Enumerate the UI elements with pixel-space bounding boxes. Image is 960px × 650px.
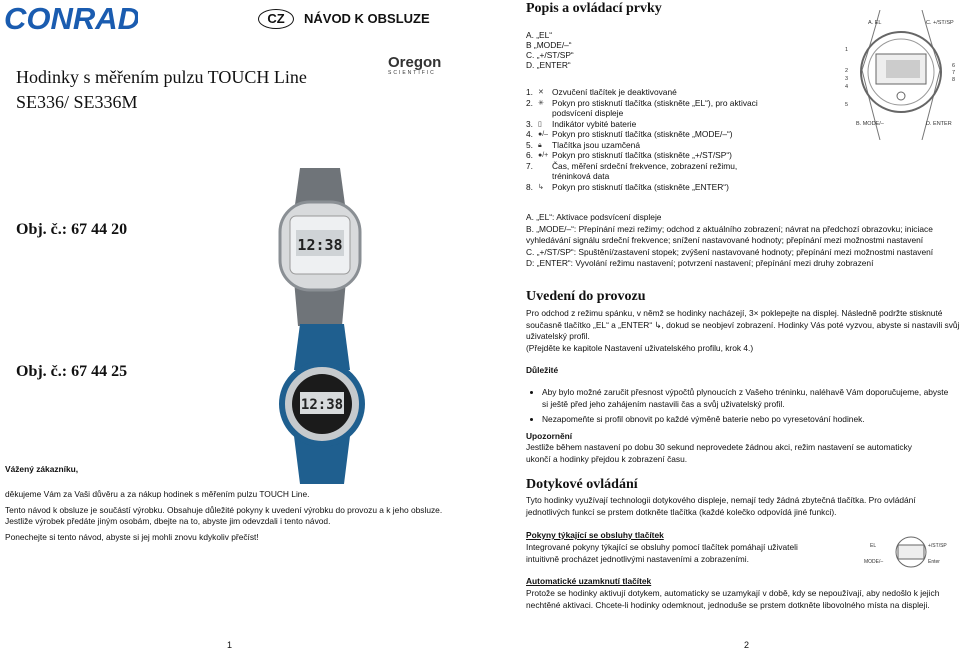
desc-b: B. „MODE/–“: Přepínání mezi režimy; odchod z aktuálního zobrazení; návrat na předchozí obrazovku; iniciace vyhledávání signálu srdeční frekvence; snížení nastavované hodnoty; přepínání mezi možnostmi nastavení (526, 223, 933, 245)
list-item: • Aby bylo možné zaručit přesnost výpočtů plynoucích z Vašeho tréninku, naléhavě Vám doporučujeme, abyste si ještě před jeho zahájením nastavili čas a svůj uživatelský profil. (542, 387, 956, 410)
section-title-description: Popis a ovládací prvky (526, 1, 662, 16)
enter-icon: ↳ (538, 183, 544, 191)
legend-row: tréninková data (552, 171, 610, 181)
desc-a: A. „EL“: Aktivace podsvícení displeje (526, 212, 662, 222)
touch-label-st: +/ST/SP (928, 543, 947, 549)
important-list (526, 387, 956, 430)
intro-para-2: Tento návod k obsluze je součástí výrobku. Obsahuje důležité pokyny k uvedení výrobku do provozu a k jeho obsluze. Jestliže výrobek předáte jiným osobám, dbejte na to, abyste jim odevzdali i tento návod. (5, 505, 443, 526)
button-label-b: B „MODE/–“ (526, 40, 572, 50)
watch2-display: 12:38 (300, 397, 344, 413)
startup-text (526, 308, 960, 354)
greeting: Vážený zákazníku, (5, 464, 79, 474)
intro-para-3: Ponechejte si tento návod, abyste si jej mohli znovu kdykoliv přečíst! (5, 532, 259, 542)
desc-d: D: „ENTER“: Vyvolání režimu nastavení; potvrzení nastavení; přepínání mezi druhy zobrazení (526, 258, 874, 268)
manual-title: NÁVOD K OBSLUZE (304, 11, 430, 26)
legend-row: 4. ●/– Pokyn pro stisknutí tlačítka (stiskněte „MODE/–“) (526, 129, 733, 139)
button-label-d: D. „ENTER“ (526, 60, 571, 70)
button-label-a: A. „EL“ (526, 30, 553, 40)
diagram-label-d: D. ENTER (926, 121, 952, 127)
diagram-label-c: C. +/ST/SP (926, 20, 954, 26)
legend-row: 1. ✕ Ozvučení tlačítek je deaktivované (526, 87, 677, 97)
touch-label-mode: MODE/– (864, 559, 884, 565)
button-labels (526, 30, 826, 70)
section-title-touch: Dotykové ovládání (526, 477, 638, 492)
product-title (16, 65, 307, 115)
page1-intro (5, 464, 445, 548)
mode-icon: ●/– (538, 131, 549, 138)
oregon-logo (388, 54, 442, 76)
warning-text: Jestliže během nastavení po dobu 30 sekund neprovedete žádnou akci, režim nastavení se automaticky ukončí a hodinky přejdou k zobrazení času. (526, 442, 912, 464)
svg-text:8: 8 (952, 77, 956, 83)
legend-row: 2. ✳ Pokyn pro stisknutí tlačítka (stiskněte „EL“), pro aktivaci (526, 97, 758, 108)
legend-row: 7. Čas, měření srdeční frekvence, zobrazení režimu, (526, 160, 738, 171)
svg-text:5: 5 (845, 102, 849, 108)
conrad-logo-text: CONRAD (4, 3, 138, 33)
diagram-label-a: A. EL (868, 20, 882, 26)
sub-title-autolock: Automatické uzamknutí tlačítek (526, 576, 652, 586)
watch-image-grey (270, 168, 370, 331)
lock-icon: 🔒︎ (538, 141, 542, 149)
legend-row: 8. ↳ Pokyn pro stisknutí tlačítka (stiskněte „ENTER“) (526, 181, 729, 192)
watch-diagram (842, 10, 960, 145)
page-number-1: 1 (227, 640, 233, 650)
sub-title-instructions: Pokyny týkající se obsluhy tlačítek (526, 530, 664, 540)
svg-text:7: 7 (952, 70, 956, 76)
product-title-line1: Hodinky s měřením pulzu TOUCH Line (16, 67, 307, 87)
legend-row: 3. ▯ Indikátor vybité baterie (526, 118, 637, 129)
legend-row: 5. 🔒︎ Tlačítka jsou uzamčená (526, 139, 640, 150)
touch-label-enter: Enter (928, 559, 940, 565)
button-label-c: C. „+/ST/SP“ (526, 50, 574, 60)
section-title-startup: Uvedení do provozu (526, 289, 646, 304)
button-descriptions (526, 212, 956, 270)
light-icon: ✳ (538, 99, 544, 107)
sound-off-icon: ✕ (538, 89, 544, 96)
language-badge: CZ (258, 9, 294, 29)
conrad-logo (4, 3, 138, 33)
warning-title: Upozornění (526, 431, 573, 441)
order-number-2: Obj. č.: 67 44 25 (16, 363, 128, 380)
icon-legend (526, 87, 826, 192)
svg-text:2: 2 (845, 68, 849, 74)
autolock-text: Protože se hodinky aktivují dotykem, automaticky se uzamykají v době, kdy se nepoužívají, aby nedošlo k jejich nechtěné aktivaci. Chcete-li hodinky odemknout, jednoduše se prstem dotkněte libovolného místa na displeji. (526, 588, 940, 610)
touch-label-el: EL (870, 543, 877, 549)
touch-diagram (862, 536, 960, 573)
instructions-text: Integrované pokyny týkající se obsluhy pomocí tlačítek pomáhají uživateli intuitivně procházet jednotlivými nastaveními a zobrazeními. (526, 542, 798, 564)
touch-text: Tyto hodinky využívají technologii dotykového displeje, nemají tedy žádná zbytečná tlačítka. Pro ovládání jednotlivých funkcí se prstem dotkněte tlačítka (každé kolečko odpovídá jiné funkci). (526, 495, 916, 517)
watch1-display: 12:38 (297, 236, 343, 254)
oregon-logo-sub: SCIENTIFIC (388, 70, 436, 76)
legend-row: podsvícení displeje (552, 108, 624, 118)
intro-para-1: děkujeme Vám za Vaši důvěru a za nákup hodinek s měřením pulzu TOUCH Line. (5, 489, 310, 499)
important-title: Důležité (526, 365, 559, 375)
plus-icon: ●/+ (538, 152, 549, 159)
battery-icon: ▯ (538, 120, 542, 128)
svg-text:3: 3 (845, 76, 849, 82)
svg-text:1: 1 (845, 47, 849, 53)
svg-text:6: 6 (952, 63, 956, 69)
startup-note: (Přejděte ke kapitole Nastavení uživatelského profilu, krok 4.) (526, 342, 754, 353)
startup-para: Pro odchod z režimu spánku, v němž se hodinky nacházejí, 3× poklepejte na displej. Následně podržte stisknuté současně tlačítko „EL“ a „ENTER“ ↳, dokud se neobjeví zobrazení. Hodinky Vás poté vyzvou, abyste si nastavili svůj uživatelský profil. (526, 308, 960, 341)
legend-row: 6. ●/+ Pokyn pro stisknutí tlačítka (stiskněte „+/ST/SP“) (526, 150, 732, 160)
oregon-logo-text: Oregon (388, 54, 442, 71)
svg-text:4: 4 (845, 84, 849, 90)
desc-c: C. „+/ST/SP“: Spuštění/zastavení stopek; zvýšení nastavované hodnoty; přepínání mezi možnostmi nastavení (526, 246, 934, 257)
product-title-line2: SE336/ SE336M (16, 92, 138, 112)
diagram-label-b: B. MODE/– (856, 121, 884, 127)
list-item: • Nezapomeňte si profil obnovit po každé výměně baterie nebo po vyresetování hodinek. (542, 414, 956, 426)
order-number-1: Obj. č.: 67 44 20 (16, 221, 128, 238)
page-number-2: 2 (744, 640, 750, 650)
